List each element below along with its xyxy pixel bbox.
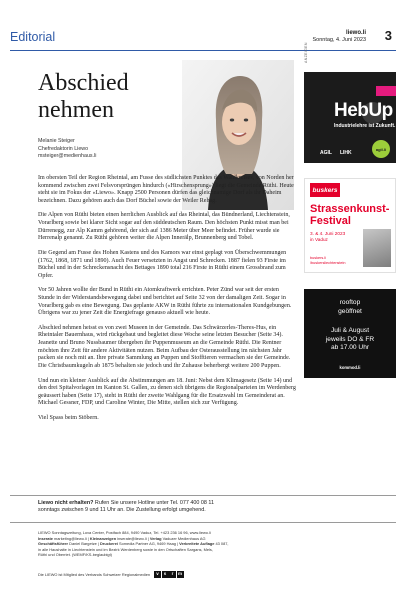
author-byline: [38, 138, 96, 161]
ads-label: ANZEIGEN: [304, 42, 308, 63]
rooftop-dates: [304, 327, 396, 353]
buskers-photo: [363, 229, 391, 267]
delivery-text: Rufen Sie unsere Hotline unter Tel. 077 400 08 11: [93, 500, 214, 506]
buskers-url: buskers.li: [310, 256, 327, 260]
section-title: Editorial: [10, 30, 56, 44]
imprint-value: inserate@liewo.li |: [116, 535, 150, 541]
page-number: 3: [384, 28, 392, 43]
imprint-line-4: in alle Haushalte in Liechtenstein und im Bezirk Werdenberg sowie in den Ortschaften Sargans, Mels,: [38, 546, 213, 552]
rooftop-line-3: Juli & August: [330, 327, 370, 334]
buskers-ad[interactable]: [304, 178, 396, 273]
headline-line-2: nehmen: [38, 97, 114, 123]
article-body: [38, 175, 296, 430]
author-role: Chefredaktorin Liewo: [38, 145, 89, 152]
rooftop-line-2: geöffnet: [338, 307, 362, 315]
imprint-value: marketing@liewo.li |: [52, 535, 90, 541]
buskers-links: [310, 256, 345, 266]
imprint: [38, 530, 338, 558]
paragraph: Die Alpen von Rüthi bieten einen herrlichen Ausblick auf das Rheintal, das Bündnerland, Liechtenstein, Vorarlberg sowie bei klarer Sicht sogar auf den süddeutschen Raum. Den höchsten Punkt misst man bei Dürrenegg, zur Alp Kamm gehörend, der sich auf 1386 Meter über Meer befindet. Früher wurde sie Herrenalp genannt. Zu Rüthi gehören weiter die Alpen Innerälp, Brunnenberg und Tobel.: [38, 212, 290, 242]
imprint-value: 43 087,: [214, 541, 229, 547]
vsrm-letter: r: [169, 571, 176, 578]
delivery-note: [38, 500, 338, 515]
rooftop-line-5: ab 17.00 Uhr: [330, 344, 370, 351]
headline-line-1: Abschied: [38, 70, 129, 96]
publication-date: Sonntag, 4. Juni 2023: [312, 37, 366, 43]
lihk-logo: LIHK: [339, 150, 352, 156]
vsrm-letter: s: [162, 571, 169, 578]
paragraph: Vor 50 Jahren wollte der Bund in Rüthi ein Atomkraftwerk errichten. Peter Zünd war seit der ersten Stunde in der Widerstandsbewegung dabei und berichtet auf Seite 32 von der damaligen Zeit. Sogar in Vorarlberg gab es eine Bewegung. Das geplante AKW in Rüthi führte zu internationalen Kundgebungen. Übrigens war zu jener Zeit die Energiefrage genauso aktuell wie heute.: [38, 287, 292, 317]
imprint-label: Geschäftsführer: [38, 541, 69, 547]
imprint-value: Somedia Partner AG, 9469 Haag |: [117, 541, 180, 547]
imprint-line-5: Rüthi und Oberriet. (WEMF/KS-beglaubigt): [38, 552, 112, 558]
vsrm-letter: v: [154, 571, 161, 578]
hebup-subtitle: Industrielehre ist Zukunft.: [334, 123, 396, 129]
buskers-title-line-1: Strassenkunst-: [310, 203, 390, 215]
buskers-date: [310, 231, 345, 243]
delivery-text-2: sonntags zwischen 9 und 11 Uhr an. Die Zustellung erfolgt umgehend.: [38, 507, 206, 514]
footer-rule-2: [10, 522, 396, 523]
article-headline: [38, 70, 129, 124]
paragraph: Im obersten Teil der Region Rheintal, am Fusse des südlichsten Punktes des Wahlkreises, von Norden her kommend zwischen zwei Felsvorsprüngen hindurch («Hirschensprung») liegt die Gemeinde Rüthi. Heute steht sie im Fokus der «Liewo». Knapp 2500 Personen dürfen das gleichnamige Dorf als ihr Daheim bezeichnen. Dazu gehören auch das Dorf Büchel sowie der Weiler Rehag.: [38, 175, 294, 204]
author-name: Melanie Steiger: [38, 138, 75, 144]
header-rule: [10, 50, 396, 51]
agil-badge: agil.li: [372, 140, 390, 158]
rooftop-line-1: rooftop: [339, 299, 361, 306]
buskers-dates: 3. & 4. Juni 2023: [310, 231, 346, 236]
agil-logo: AGIL: [320, 150, 332, 156]
hebup-title: HebUp: [334, 100, 393, 121]
imprint-value: Vaduzer Medienhaus AG: [161, 535, 206, 541]
imprint-label: Kleinanzeigen: [89, 535, 117, 541]
rooftop-url: kommod.li: [339, 365, 361, 370]
buskers-title: [310, 203, 389, 227]
hebup-logos: [320, 150, 352, 156]
imprint-line-1: LIEWO Sonntagszeitung, Lova Center, Postfach 884, 9490 Vaduz, Tel. +423 236 16 96, www.liewo.li: [38, 530, 211, 535]
paragraph: Viel Spass beim Stöbern.: [38, 415, 99, 421]
paragraph: Die Gegend am Fusse des Hohen Kastens und des Kamors war einst geplagt von Überschwemmungen (1762, 1868, 1871 und 1890). Auch Feuer versetzten in Angst und Schrecken. 1887 fielen 93 Firste im Büchel und in der Schreckensnacht des Bettages 1890 total 216 Firste in Rüthi einem Grossbrand zum Opfer.: [38, 249, 287, 279]
buskers-place: in Vaduz: [310, 237, 328, 242]
delivery-bold: Liewo nicht erhalten?: [38, 500, 94, 506]
page-header: [10, 30, 396, 48]
imprint-label: Druckerei: [100, 541, 118, 547]
buskers-social: /buskersliechtenstein: [310, 261, 346, 265]
buskers-title-line-2: Festival: [310, 215, 351, 227]
imprint-label: Verlag: [149, 535, 162, 541]
imprint-label: Verbreitete Auflage: [179, 541, 215, 547]
imprint-value: Daniel Bargetze |: [68, 541, 100, 547]
paragraph: Abschied nehmen heisst es von zwei Museen in der Gemeinde. Das Schwärzerles-Theres-Hus, ein Rheintaler Bauernhaus, wird rückgebaut und begleitet diese Woche seine letzten Besucher (Seite 34). Jeanette und Bruno Nussbaumer übergeben ihr Puppenmuseum an die Gemeinde Rüthi. Die Rentner möchten ihre Zeit für andere Aktivitäten nutzen. Beim Aufbau der Osterausstellung im nächsten Jahr packen sie noch mit an. Ihre private Sammlung an Puppen und Stofftieren vermachen sie der Gemeinde. Die Christbaumkugeln ab 1875 behalten sie jedoch und ihr Zuhause beherbergt weitere 200 Puppen.: [38, 324, 291, 369]
membership-note: [38, 571, 184, 578]
footer-rule: [10, 495, 396, 496]
decor-bar: [376, 86, 396, 96]
author-email[interactable]: msteiger@medienhaus.li: [38, 153, 97, 160]
publication-brand: liewo.li: [345, 30, 366, 36]
buskers-logo: buskers: [310, 183, 340, 197]
vsrm-letter: m: [178, 571, 183, 576]
rooftop-heading: [304, 299, 396, 316]
paragraph: Und nun ein kleiner Ausblick auf die Abstimmungen am 18. Juni: Nebst dem Klimagesetz (Seite 14) und den drei Spitalvorlagen im Kanton St. Gallen, zu denen sich übrigens die Regionalparteien im Werdenberg geäussert haben (Seite 17), steht in Rüthi der zweite Wahlgang für die Ersatzwahl im Gemeinderat an. Michael Gessner, FDP, und Caroline Winter, Die Mitte, stellen sich zur Verfügung.: [38, 377, 296, 407]
hebup-ad[interactable]: [304, 72, 396, 163]
vsrm-logo: [154, 571, 184, 578]
membership-text: Die LIEWO ist Mitglied des Verbands Schweizer Regionalmedien: [38, 571, 151, 577]
rooftop-line-4: jeweils DO & FR: [325, 335, 375, 343]
imprint-label: Inserate: [38, 535, 53, 541]
rooftop-ad[interactable]: [304, 289, 396, 378]
